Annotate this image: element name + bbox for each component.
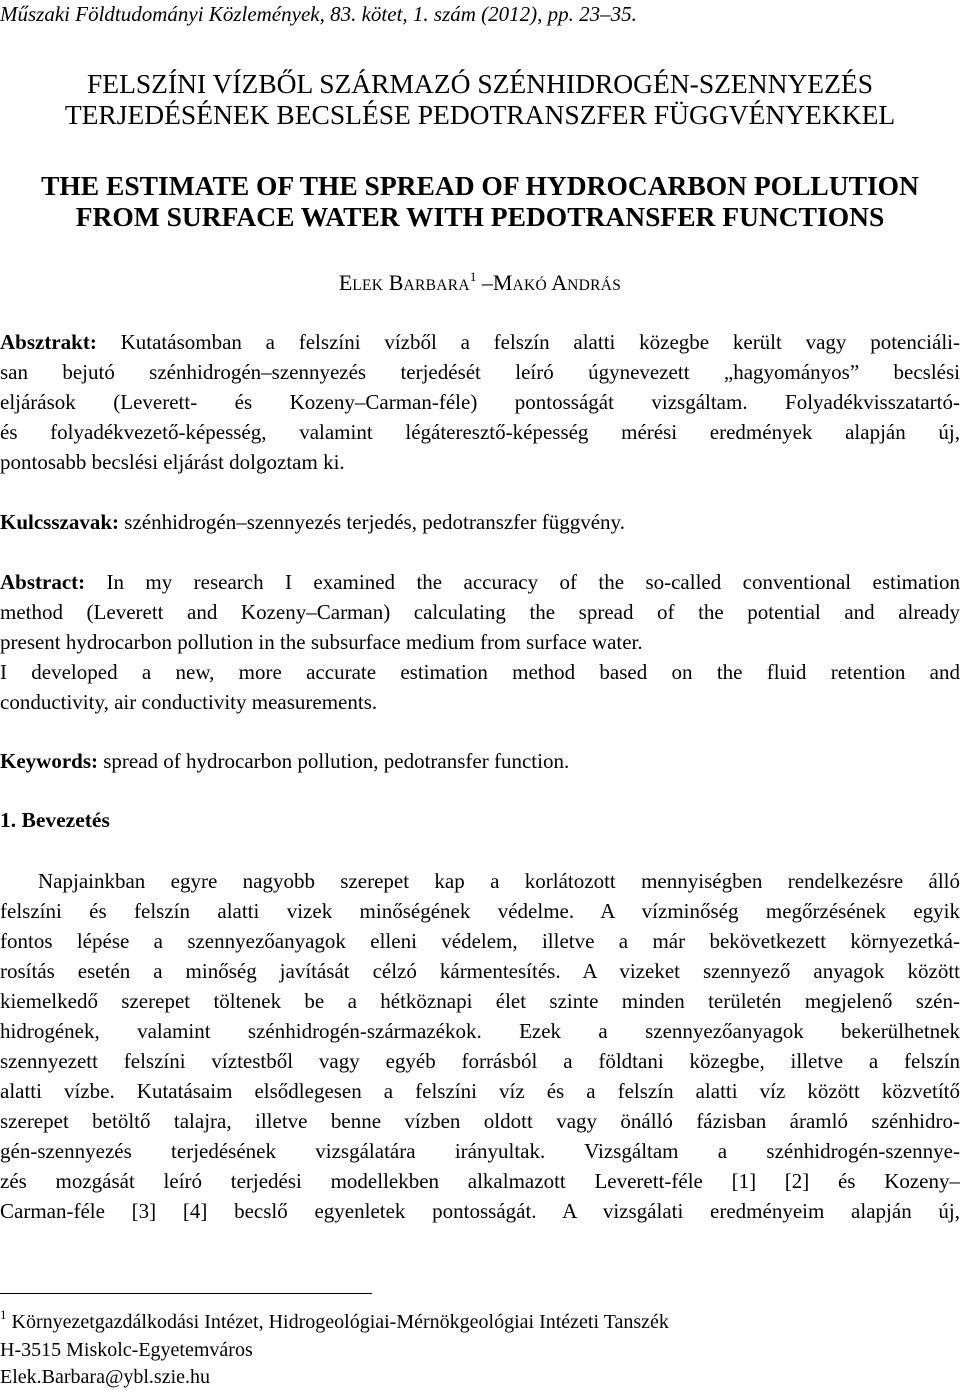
intro-line: gén-szennyezés terjedésének vizsgálatára irányultak. Vizsgáltam a szénhidrogén-szennye-	[0, 1139, 960, 1163]
footnote-separator	[0, 1293, 372, 1294]
abstract-en-label: Abstract:	[0, 570, 86, 594]
keywords-hu-label: Kulcsszavak:	[0, 510, 120, 534]
intro-line: Napjainkban egyre nagyobb szerepet kap a korlátozott mennyiségben rendelkezésre álló	[38, 869, 960, 893]
author-2-last-rest: NDRÁS	[567, 277, 622, 294]
intro-line: felszíni és felszín alatti vizek minőségének védelme. A vízminőség megőrzésének egyik	[0, 899, 960, 923]
author-line	[0, 270, 960, 296]
section-heading-introduction: 1. Bevezetés	[0, 808, 110, 832]
abstract-en-line: method (Leverett and Kozeny–Carman) calculating the spread of the potential and already	[0, 600, 960, 624]
footnote-email: Elek.Barbara@ybl.szie.hu	[0, 1366, 211, 1388]
title-hu-line-2: TERJEDÉSÉNEK BECSLÉSE PEDOTRANSZFER FÜGGVÉNYEKKEL	[64, 99, 896, 130]
title-english	[0, 170, 960, 232]
title-en-line-1: THE ESTIMATE OF THE SPREAD OF HYDROCARBON POLLUTION	[41, 170, 919, 201]
keywords-hungarian	[0, 507, 960, 537]
author-separator: –	[481, 270, 493, 295]
intro-line: fontos lépése a szennyezőanyagok elleni védelem, illetve a már bekövetkezett környezetká-	[0, 929, 960, 953]
abstract-english	[0, 567, 960, 717]
keywords-hu-text: szénhidrogén–szennyezés terjedés, pedotranszfer függvény.	[119, 510, 625, 534]
footnote-address: H-3515 Miskolc-Egyetemváros	[0, 1339, 253, 1361]
author-1-first-rest: LEK	[352, 277, 384, 294]
title-hu-line-1: FELSZÍNI VÍZBŐL SZÁRMAZÓ SZÉNHIDROGÉN-SZENNYEZÉS	[86, 68, 873, 99]
keywords-en-label: Keywords:	[0, 749, 98, 773]
abstract-en-line: present hydrocarbon pollution in the subsurface medium from surface water.	[0, 630, 643, 654]
intro-line: zés mozgását leíró terjedési modellekben alkalmazott Leverett-féle [1] [2] és Kozeny–	[0, 1169, 960, 1193]
journal-citation: Műszaki Földtudományi Közlemények, 83. kötet, 1. szám (2012), pp. 23–35.	[0, 2, 637, 26]
abstract-hu-line: és folyadékvezető-képesség, valamint légáteresztő-képesség mérési eredmények alapján új,	[0, 420, 960, 444]
author-1-last-rest: ARBARA	[403, 277, 470, 294]
abstract-hu-label: Absztrakt:	[0, 330, 97, 354]
abstract-hu-line: pontosabb becslési eljárást dolgoztam ki.	[0, 450, 345, 474]
abstract-en-line	[0, 567, 960, 597]
abstract-hu-text: Kutatásomban a felszíni vízből a felszín alatti közegbe került vagy potenciáli-	[96, 330, 960, 354]
title-en-line-2: FROM SURFACE WATER WITH PEDOTRANSFER FUNCTIONS	[75, 201, 885, 232]
footnote-institute: Környezetgazdálkodási Intézet, Hidrogeológiai-Mérnökgeológiai Intézeti Tanszék	[6, 1311, 669, 1333]
footnote-affiliation	[0, 1309, 669, 1335]
abstract-en-line: I developed a new, more accurate estimation method based on the fluid retention and	[0, 660, 960, 684]
abstract-hu-line: eljárások (Leverett- és Kozeny–Carman-féle) pontosságát vizsgáltam. Folyadékvisszatartó-	[0, 390, 960, 414]
abstract-hu-line	[0, 327, 960, 357]
keywords-en-line	[0, 746, 960, 776]
author-2-first-rest: AKÓ	[512, 277, 547, 294]
author-1-first-initial: E	[338, 270, 353, 295]
author-1-last-initial: B	[388, 270, 404, 295]
keywords-hu-line	[0, 507, 960, 537]
keywords-en-text: spread of hydrocarbon pollution, pedotransfer function.	[98, 749, 570, 773]
footnote-marker: 1	[0, 1307, 7, 1322]
intro-line: alatti vízbe. Kutatásaim elsődlegesen a felszíni víz és a felszín alatti víz között közvetítő	[0, 1079, 960, 1103]
author-2-last-initial: A	[551, 270, 568, 295]
title-hungarian	[0, 68, 960, 130]
intro-line: rosítás esetén a minőség javítását célzó kármentesítés. A vizeket szennyező anyagok között	[0, 959, 960, 983]
introduction-paragraph	[0, 866, 960, 1226]
intro-line: kiemelkedő szerepet töltenek be a hétköznapi élet szinte minden területén megjelenő szén-	[0, 989, 960, 1013]
abstract-en-text: In my research I examined the accuracy of the so-called conventional estimation	[85, 570, 960, 594]
author-1-footnote-marker: 1	[469, 269, 477, 284]
intro-line: szerepet betöltő talajra, illetve benne vízben oldott vagy önálló fázisban áramló szénhidro-	[0, 1109, 960, 1133]
keywords-english	[0, 746, 960, 776]
intro-line: hidrogének, valamint szénhidrogén-származékok. Ezek a szennyezőanyagok bekerülhetnek	[0, 1019, 960, 1043]
intro-line: szennyezett felszíni víztestből vagy egyéb forrásból a földtani közegbe, illetve a felszín	[0, 1049, 960, 1073]
intro-line: Carman-féle [3] [4] becslő egyenletek pontosságát. A vizsgálati eredményeim alapján új,	[0, 1199, 960, 1223]
abstract-en-line: conductivity, air conductivity measurements.	[0, 690, 378, 714]
author-2-first-initial: M	[492, 270, 513, 295]
abstract-hu-line: san bejutó szénhidrogén–szennyezés terjedését leíró úgynevezett „hagyományos” becslési	[0, 360, 960, 384]
abstract-hungarian	[0, 327, 960, 477]
